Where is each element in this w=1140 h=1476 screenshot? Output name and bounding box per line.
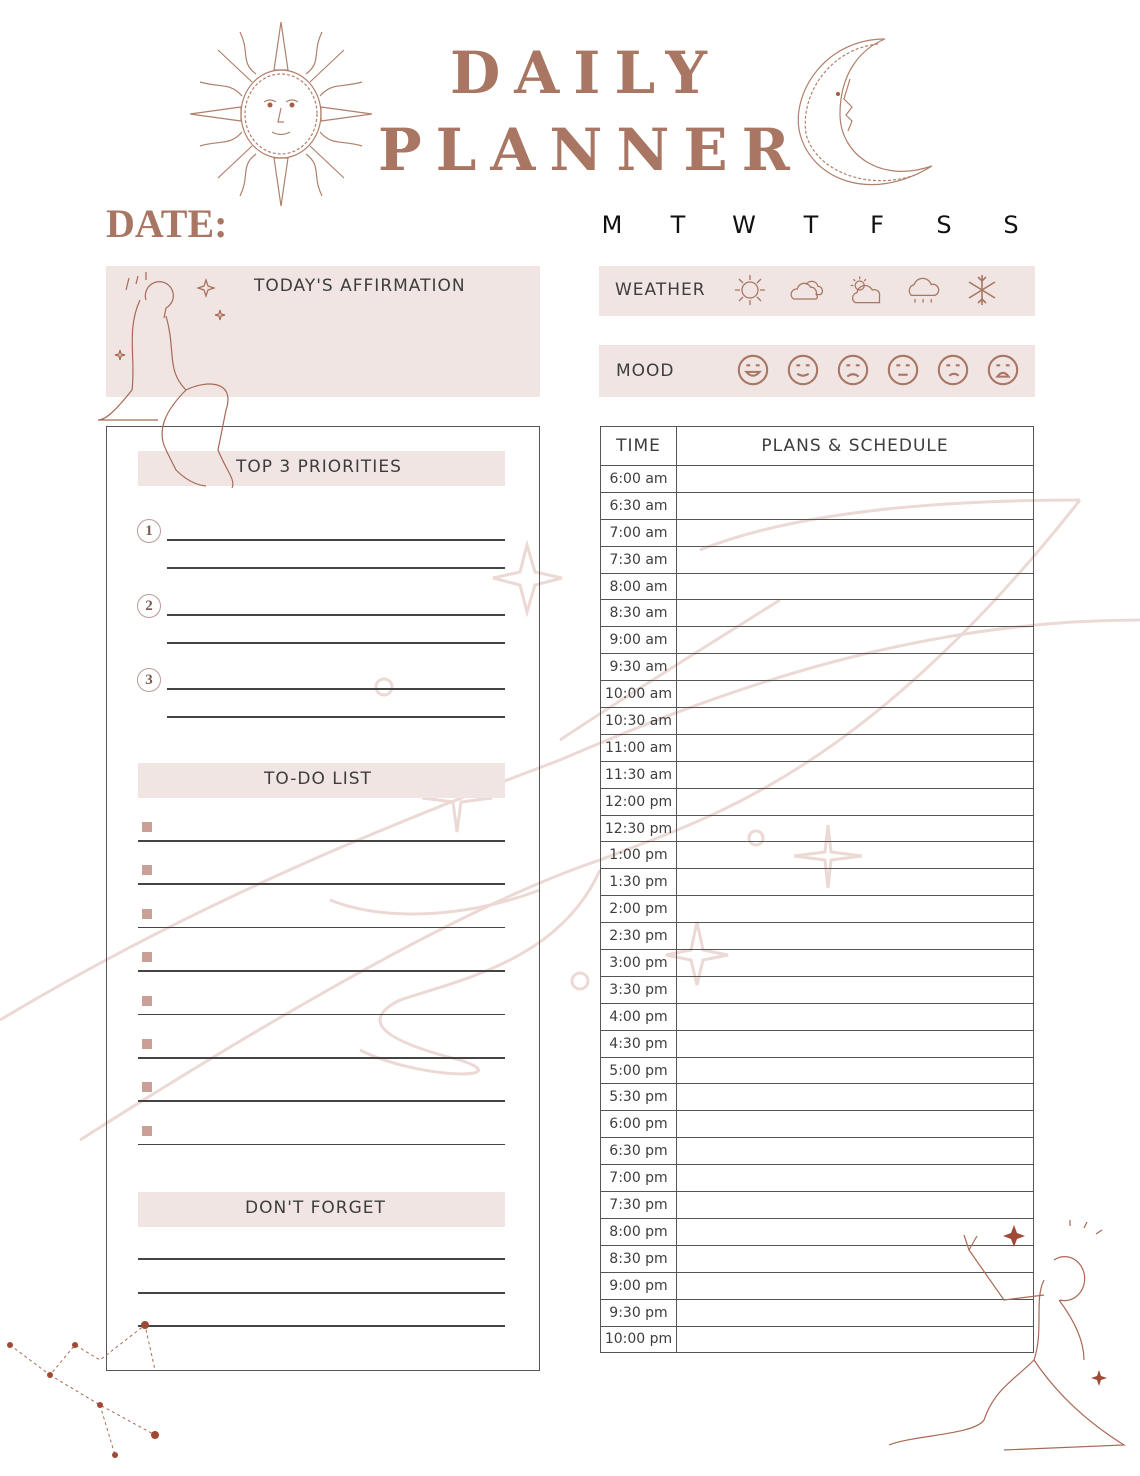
todo-checkbox[interactable] <box>142 1126 152 1136</box>
todo-line[interactable] <box>138 883 505 885</box>
time-slot-label: 1:00 pm <box>601 842 677 869</box>
time-slot-label: 8:00 am <box>601 573 677 600</box>
time-slot-label: 7:00 pm <box>601 1165 677 1192</box>
schedule-row <box>601 466 1034 493</box>
plan-entry-cell[interactable] <box>677 923 1034 950</box>
plan-entry-cell[interactable] <box>677 1165 1034 1192</box>
priority-line[interactable] <box>167 567 505 569</box>
schedule-row <box>601 600 1034 627</box>
partly-cloudy-icon[interactable] <box>790 272 826 308</box>
schedule-row <box>601 1111 1034 1138</box>
plan-entry-cell[interactable] <box>677 546 1034 573</box>
crescent-moon-illustration <box>790 34 940 194</box>
plan-entry-cell[interactable] <box>677 869 1034 896</box>
date-label: DATE: <box>106 201 228 246</box>
time-slot-label: 3:00 pm <box>601 950 677 977</box>
todo-line[interactable] <box>138 970 505 972</box>
schedule-row <box>601 1138 1034 1165</box>
todo-checkbox[interactable] <box>142 996 152 1006</box>
priority-number-icon: 1 <box>137 519 161 543</box>
schedule-table <box>600 426 1034 1353</box>
time-slot-label: 9:00 am <box>601 627 677 654</box>
plan-entry-cell[interactable] <box>677 708 1034 735</box>
weekday-1[interactable]: T <box>670 211 686 239</box>
priority-line[interactable] <box>167 539 505 541</box>
schedule-row <box>601 788 1034 815</box>
time-slot-label: 11:00 am <box>601 734 677 761</box>
schedule-row <box>601 1057 1034 1084</box>
schedule-row <box>601 1003 1034 1030</box>
schedule-row <box>601 815 1034 842</box>
priority-line[interactable] <box>167 716 505 718</box>
schedule-row <box>601 681 1034 708</box>
upset-face-icon[interactable] <box>986 353 1020 387</box>
time-slot-label: 6:00 am <box>601 466 677 493</box>
weekday-4[interactable]: F <box>870 211 884 239</box>
reaching-woman-illustration <box>884 1220 1134 1460</box>
title-planner: PLANNER <box>378 116 804 184</box>
weekday-6[interactable]: S <box>1003 211 1019 239</box>
time-slot-label: 2:30 pm <box>601 923 677 950</box>
sun-face-illustration <box>190 22 372 206</box>
schedule-row <box>601 1165 1034 1192</box>
priority-number-icon: 3 <box>137 668 161 692</box>
plan-entry-cell[interactable] <box>677 1192 1034 1219</box>
plan-entry-cell[interactable] <box>677 896 1034 923</box>
snowflake-icon[interactable] <box>964 272 1000 308</box>
priority-line[interactable] <box>167 688 505 690</box>
time-slot-label: 8:30 am <box>601 600 677 627</box>
plan-entry-cell[interactable] <box>677 1111 1034 1138</box>
schedule-row <box>601 1192 1034 1219</box>
time-slot-label: 10:00 am <box>601 681 677 708</box>
plan-entry-cell[interactable] <box>677 600 1034 627</box>
schedule-row <box>601 627 1034 654</box>
todo-checkbox[interactable] <box>142 952 152 962</box>
plan-entry-cell[interactable] <box>677 573 1034 600</box>
todo-checkbox[interactable] <box>142 1082 152 1092</box>
rain-icon[interactable] <box>906 272 942 308</box>
time-slot-label: 9:30 pm <box>601 1299 677 1326</box>
time-slot-label: 8:00 pm <box>601 1218 677 1245</box>
plan-entry-cell[interactable] <box>677 761 1034 788</box>
plan-entry-cell[interactable] <box>677 627 1034 654</box>
affirmation-label: TODAY'S AFFIRMATION <box>254 276 466 296</box>
plan-entry-cell[interactable] <box>677 1138 1034 1165</box>
time-slot-label: 10:30 am <box>601 708 677 735</box>
time-slot-label: 10:00 pm <box>601 1326 677 1353</box>
time-slot-label: 5:00 pm <box>601 1057 677 1084</box>
constellation-illustration <box>0 1295 170 1465</box>
weekday-2[interactable]: W <box>732 211 756 239</box>
plan-entry-cell[interactable] <box>677 976 1034 1003</box>
schedule-row <box>601 761 1034 788</box>
todo-label: TO-DO LIST <box>264 769 372 789</box>
todo-line[interactable] <box>138 840 505 842</box>
schedule-row <box>601 1084 1034 1111</box>
schedule-row <box>601 869 1034 896</box>
plan-entry-cell[interactable] <box>677 681 1034 708</box>
time-slot-label: 8:30 pm <box>601 1245 677 1272</box>
time-slot-label: 11:30 am <box>601 761 677 788</box>
weather-label: WEATHER <box>615 280 706 300</box>
todo-line[interactable] <box>138 1144 505 1146</box>
priority-line[interactable] <box>167 642 505 644</box>
dont-forget-line[interactable] <box>138 1325 505 1327</box>
priorities-label: TOP 3 PRIORITIES <box>236 457 402 477</box>
time-slot-label: 7:00 am <box>601 519 677 546</box>
schedule-row <box>601 896 1034 923</box>
seated-woman-illustration <box>96 270 246 490</box>
time-slot-label: 9:00 pm <box>601 1272 677 1299</box>
time-slot-label: 5:30 pm <box>601 1084 677 1111</box>
plan-entry-cell[interactable] <box>677 788 1034 815</box>
todo-checkbox[interactable] <box>142 1039 152 1049</box>
time-slot-label: 12:30 pm <box>601 815 677 842</box>
plan-entry-cell[interactable] <box>677 1030 1034 1057</box>
priority-line[interactable] <box>167 614 505 616</box>
schedule-row <box>601 519 1034 546</box>
schedule-row <box>601 842 1034 869</box>
laughing-face-icon[interactable] <box>736 353 770 387</box>
time-slot-label: 7:30 am <box>601 546 677 573</box>
time-slot-label: 6:30 pm <box>601 1138 677 1165</box>
schedule-row <box>601 573 1034 600</box>
schedule-row <box>601 734 1034 761</box>
sun-behind-cloud-icon[interactable] <box>848 272 884 308</box>
dont-forget-label: DON'T FORGET <box>245 1198 386 1218</box>
plan-entry-cell[interactable] <box>677 492 1034 519</box>
sad-face-icon[interactable] <box>836 353 870 387</box>
plan-entry-cell[interactable] <box>677 950 1034 977</box>
todo-line[interactable] <box>138 1100 505 1102</box>
priority-number-icon: 2 <box>137 594 161 618</box>
time-slot-label: 4:00 pm <box>601 1003 677 1030</box>
time-slot-label: 4:30 pm <box>601 1030 677 1057</box>
title-daily: DAILY <box>450 39 721 107</box>
plan-entry-cell[interactable] <box>677 466 1034 493</box>
schedule-row <box>601 492 1034 519</box>
time-slot-label: 6:30 am <box>601 492 677 519</box>
weekday-5[interactable]: S <box>936 211 952 239</box>
plan-entry-cell[interactable] <box>677 815 1034 842</box>
schedule-row <box>601 708 1034 735</box>
plan-entry-cell[interactable] <box>677 1003 1034 1030</box>
plan-entry-cell[interactable] <box>677 654 1034 681</box>
time-slot-label: 3:30 pm <box>601 976 677 1003</box>
plan-entry-cell[interactable] <box>677 842 1034 869</box>
plan-entry-cell[interactable] <box>677 519 1034 546</box>
schedule-row <box>601 546 1034 573</box>
todo-line[interactable] <box>138 1057 505 1059</box>
weather-options <box>732 272 1000 308</box>
todo-checkbox[interactable] <box>142 865 152 875</box>
todo-checkbox[interactable] <box>142 822 152 832</box>
crying-face-icon[interactable] <box>936 353 970 387</box>
sun-icon[interactable] <box>732 272 768 308</box>
schedule-row <box>601 976 1034 1003</box>
dont-forget-line[interactable] <box>138 1292 505 1294</box>
plan-entry-cell[interactable] <box>677 1084 1034 1111</box>
time-slot-label: 12:00 pm <box>601 788 677 815</box>
dont-forget-line[interactable] <box>138 1258 505 1260</box>
schedule-row <box>601 1030 1034 1057</box>
time-slot-label: 7:30 pm <box>601 1192 677 1219</box>
weekday-3[interactable]: T <box>803 211 819 239</box>
time-slot-label: 9:30 am <box>601 654 677 681</box>
time-slot-label: 2:00 pm <box>601 896 677 923</box>
mood-options <box>736 353 1020 387</box>
schedule-row <box>601 654 1034 681</box>
schedule-row <box>601 950 1034 977</box>
neutral-face-icon[interactable] <box>886 353 920 387</box>
todo-checkbox[interactable] <box>142 909 152 919</box>
mood-label: MOOD <box>616 361 675 381</box>
todo-line[interactable] <box>138 927 505 929</box>
plans-column-header: PLANS & SCHEDULE <box>677 427 1034 466</box>
smiling-face-icon[interactable] <box>786 353 820 387</box>
weekday-0[interactable]: M <box>601 211 623 239</box>
plan-entry-cell[interactable] <box>677 734 1034 761</box>
schedule-row <box>601 923 1034 950</box>
time-slot-label: 6:00 pm <box>601 1111 677 1138</box>
plan-entry-cell[interactable] <box>677 1057 1034 1084</box>
time-slot-label: 1:30 pm <box>601 869 677 896</box>
todo-line[interactable] <box>138 1014 505 1016</box>
time-column-header: TIME <box>601 427 677 466</box>
